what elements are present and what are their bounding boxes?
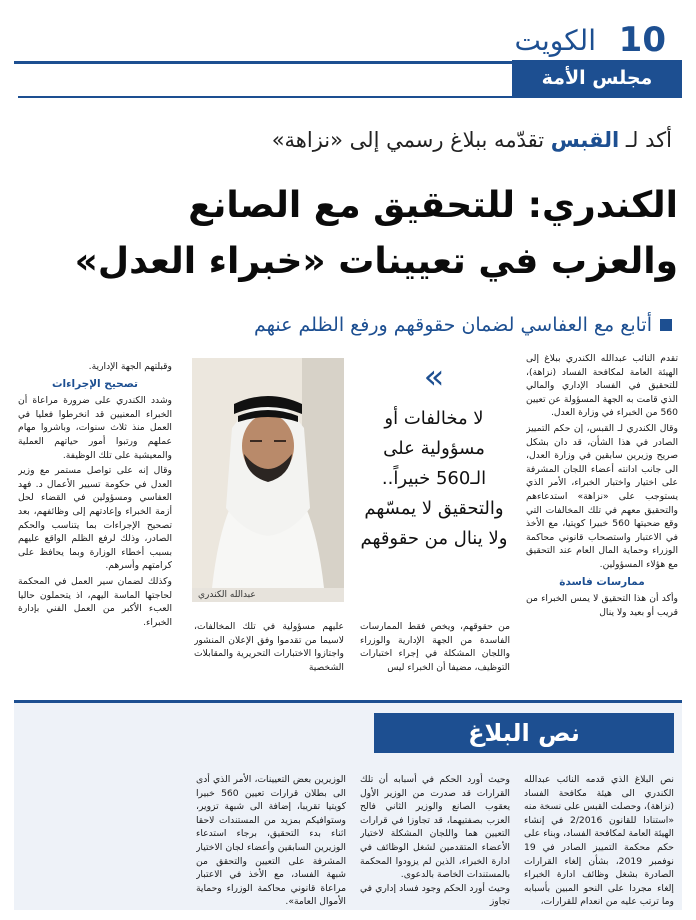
pull-quote-text: لا مخالفات أو مسؤولية على الـ560 خبيراً.. والتحقيق لا يمسّهم ولا ينال من حقوقهم — [360, 408, 508, 549]
article-column-2 — [360, 620, 510, 686]
page-header — [14, 14, 682, 64]
article-paragraph: تقدم النائب عبدالله الكندري ببلاغ إلى الهيئة العامة لمكافحة الفساد (نزاهة)، للتحقيق في الفساد الإداري والمالي الذي قامت به الجهة المسؤولة عن تعيين 560 من الخبراء في وزارة العدل. — [526, 353, 678, 419]
article-paragraph: عليهم مسؤولية في تلك المخالفات، لاسيما من تقدموا وفق الإعلان المنشور واجتازوا الاختبارات التحريرية والمقابلات الشخصية — [194, 621, 344, 673]
article-column-4 — [18, 360, 172, 686]
article-paragraph: من حقوقهم، ويخص فقط الممارسات الفاسدة من الجهة الإدارية والوزراء واللجان المشكلة في إجراء اختبارات التوظيف، مضيفا أن الخبراء ليس — [360, 621, 510, 673]
article-column-1 — [526, 352, 678, 686]
rubric-label: مجلس الأمة — [512, 60, 682, 96]
box-paragraph: وحيث أورد الحكم وجود فساد إداري في تجاوز — [360, 882, 510, 907]
quote-mark-icon: » — [423, 357, 445, 397]
box-column-1: نص البلاغ الذي قدمه النائب عبدالله الكندري الى هيئة مكافحة الفساد (نزاهة)، وحصلت القبس على نسخة منه «استنادا للقانون 2/2016 في إنشاء الهيئة العامة لمكافحة الفساد، وبناء على حكم محكمة التمييز الصادر في 19 نوفمبر 2019، بشأن إلغاء القرارات الصادرة بشغل وظائف ادارة الخبراء إلغاء مجردا على النحو المبين بأسبابه وما ترتب عليه من انعدام للقرارات، — [524, 774, 674, 907]
article-paragraph: وشدد الكندري على ضرورة مراعاة أن الخبراء المعنيين قد انخرطوا فعليا في العمل منذ ثلاث سنوات، وباشروا مهام عملهم ورتبوا أمور حياتهم العملية والمعيشية على تلك الوظيفة. — [18, 395, 172, 461]
kicker-prefix: أكد لـ — [625, 128, 672, 152]
article-paragraph: وقال إنه على تواصل مستمر مع وزير العدل في حكومة تسيير الأعمال د. فهد العفاسي ومسؤولين في القضاء لحل أزمة الخبراء وإعادتهم إلى وظائفهم، بعد تصحيح الإجراءات بما يتناسب والحكم الصادر، وذلك لرفع الظلم الواقع عليهم بسبب أخطاء الوزارة وبما يحافظ على كرامتهم وأسرهم. — [18, 465, 172, 572]
complaint-text-box — [14, 700, 682, 910]
page-number: 10 — [618, 20, 666, 60]
article-column-3 — [194, 620, 344, 686]
article-paragraph: وقال الكندري لـ القبس، إن حكم التمييز الصادر في هذا الشأن، قد دان بشكل صريح وزيرين سابقين في وزارة العدل، الى جانب ادانته أعضاء اللجان المشرفة على اختيار واختبار الخبراء، الأمر الذي يستوجب على «نزاهة» استدعاءهم والتحقيق معهم في تلك المخالفات التي وقع ضحيتها 560 خبيرا كويتيا، مع الأخذ في الاعتبار واستصحاب قانوني محاكمة الوزراء وحماية المال العام عند التحقيق مع هؤلاء المسؤولين. — [526, 422, 678, 570]
box-title: نص البلاغ — [374, 713, 674, 753]
square-bullet-icon — [660, 319, 672, 331]
subhead — [24, 314, 672, 336]
box-column-3: الوزيرين بعض التعيينات، الأمر الذي أدى الى بطلان قرارات تعيين 560 خبيرا كويتيا تقريبا، إضافة الى شبهة تزوير، وستوافيكم بمزيد من المستندات لاحقا اثناء بدء التحقيق، برجاء استدعاء الوزيرين السابقين وأعضاء لجان الاختيار المشرفة على التعيين والتحقق من شبهة الفساد، مع الأخذ في الاعتبار مراعاة قانوني محاكمة الوزراء وحماية الأموال العامة». — [196, 774, 346, 907]
box-paragraph: وحيث أورد الحكم في أسبابه أن تلك القرارات قد صدرت من الوزير الأول يعقوب الصانع والوزير الثاني فالح العزب بصفتيهما، قد تجاوزا في قرارات التعيين هما واللجان المشكلة لاختيار الأعضاء المتقدمين لشغل الوظائف في ادارة الخبراء، الذين لم يزودوا المحكمة بالمستندات الخاصة بالدعوى. — [360, 774, 510, 881]
photo-caption: عبدالله الكندري — [198, 590, 256, 600]
headline-line-2: والعزب في تعيينات «خبراء العدل» — [74, 241, 678, 282]
article-subheading: ممارسات فاسدة — [559, 575, 645, 588]
rubric-divider — [18, 96, 682, 98]
kicker — [24, 128, 672, 152]
subhead-text: أتابع مع العفاسي لضمان حقوقهم ورفع الظلم عنهم — [254, 314, 652, 336]
headline-line-1: الكندري: للتحقيق مع الصانع — [188, 185, 678, 226]
pull-quote — [360, 357, 508, 610]
article-subheading: تصحيح الإجراءات — [52, 377, 138, 390]
section-name: الكويت — [514, 24, 596, 57]
article-paragraph: وكذلك لضمان سير العمل في المحكمة لحاجتها الماسة اليهم، اذ يتحملون حاليا العبء الأكبر من العمل الفني بإدارة الخبراء. — [18, 575, 172, 628]
portrait-image — [192, 358, 344, 588]
kicker-paper: القبس — [550, 128, 620, 152]
portrait-photo — [192, 358, 344, 602]
headline — [18, 178, 678, 290]
kicker-suffix: تقدّمه ببلاغ رسمي إلى «نزاهة» — [271, 128, 545, 152]
article-paragraph: وقبلتهم الجهة الإدارية. — [88, 361, 172, 372]
article-paragraph: وأكد أن هذا التحقيق لا يمس الخبراء من قريب أو بعيد ولا ينال — [526, 593, 678, 618]
box-column-2 — [360, 773, 510, 907]
box-column-4 — [32, 773, 182, 907]
